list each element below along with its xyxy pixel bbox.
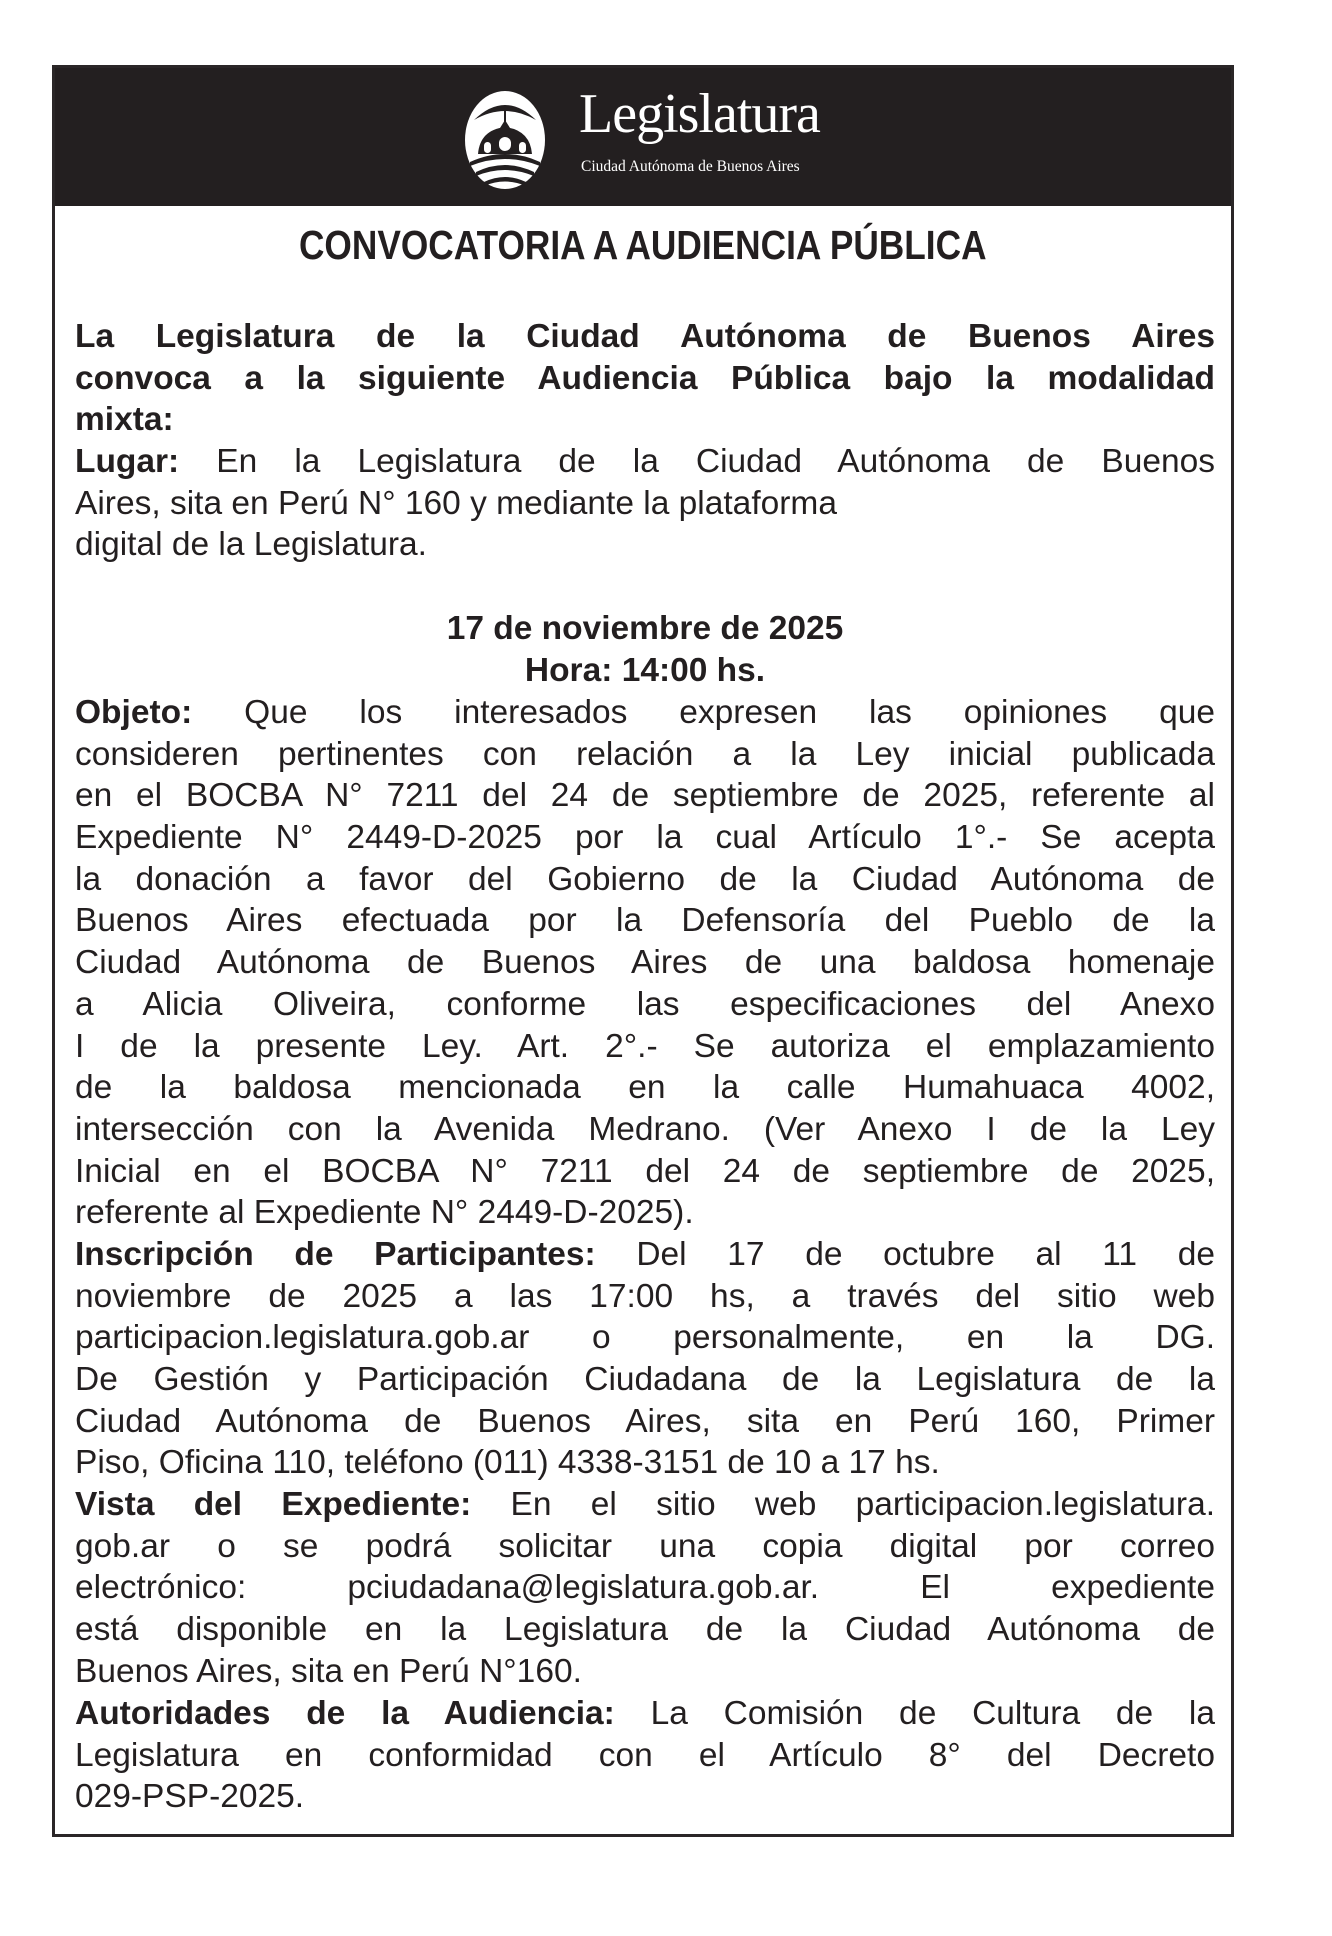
header-banner (55, 68, 1231, 206)
lugar-line: Aires, sita en Perú N° 160 y mediante la plataforma (75, 484, 837, 522)
objeto-line: Ciudad Autónoma de Buenos Aires de una baldosa homenaje (75, 944, 1215, 982)
autoridades-line (75, 1693, 1215, 1735)
notice-title: CONVOCATORIA A AUDIENCIA PÚBLICA (299, 222, 987, 268)
inscripcion-line: Ciudad Autónoma de Buenos Aires, sita en Perú 160, Primer (75, 1402, 1215, 1440)
intro-paragraph (75, 316, 1215, 441)
objeto-line: I de la presente Ley. Art. 2°.- Se autoriza el emplazamiento (75, 1027, 1215, 1065)
autoridades-line: Legislatura en conformidad con el Artículo 8° del Decreto (75, 1736, 1215, 1774)
autoridades-text: La Comisión de Cultura de la (614, 1695, 1215, 1732)
objeto-text: Que los interesados expresen las opiniones que (192, 694, 1215, 731)
objeto-line: la donación a favor del Gobierno de la Ciudad Autónoma de (75, 860, 1215, 898)
legislature-dome-icon (460, 90, 550, 190)
public-hearing-notice (52, 65, 1234, 1837)
inscripcion-line: noviembre de 2025 a las 17:00 hs, a través del sitio web (75, 1277, 1215, 1315)
vista-line: electrónico: pciudadana@legislatura.gob.ar. El expediente (75, 1569, 1215, 1607)
logo-title: Legislatura (579, 83, 820, 145)
vista-line: gob.ar o se podrá solicitar una copia digital por correo (75, 1527, 1215, 1565)
objeto-line: Inicial en el BOCBA N° 7211 del 24 de septiembre de 2025, (75, 1152, 1215, 1190)
lugar-line: digital de la Legislatura. (75, 526, 427, 564)
objeto-line: Buenos Aires efectuada por la Defensoría del Pueblo de la (75, 902, 1215, 940)
objeto-line: consideren pertinentes con relación a la Ley inicial publicada (75, 735, 1215, 773)
intro-line: mixta: (75, 401, 174, 439)
vista-line: Buenos Aires, sita en Perú N°160. (75, 1652, 582, 1690)
vista-line: está disponible en la Legislatura de la Ciudad Autónoma de (75, 1611, 1215, 1649)
inscripcion-text: Del 17 de octubre al 11 de (595, 1236, 1215, 1273)
objeto-section (75, 692, 1215, 1234)
autoridades-label: Autoridades de la Audiencia: (75, 1695, 615, 1732)
objeto-line: en el BOCBA N° 7211 del 24 de septiembre de 2025, referente al (75, 777, 1215, 815)
objeto-line (75, 692, 1215, 734)
inscripcion-section (75, 1234, 1215, 1484)
autoridades-line: 029-PSP-2025. (75, 1778, 305, 1816)
vista-line (75, 1484, 1215, 1526)
objeto-line: de la baldosa mencionada en la calle Humahuaca 4002, (75, 1069, 1215, 1107)
autoridades-section (75, 1693, 1215, 1818)
objeto-line: a Alicia Oliveira, conforme las especificaciones del Anexo (75, 985, 1215, 1023)
inscripcion-line: participacion.legislatura.gob.ar o personalmente, en la DG. (75, 1319, 1215, 1357)
intro-line: convoca a la siguiente Audiencia Pública bajo la modalidad (75, 359, 1215, 397)
lugar-line: En la Legislatura de la Ciudad Autónoma de Buenos (179, 443, 1215, 480)
objeto-line: referente al Expediente N° 2449-D-2025). (75, 1194, 694, 1232)
hearing-date: 17 de noviembre de 2025 (446, 610, 844, 647)
objeto-label: Objeto: (75, 694, 193, 731)
logo-subtitle: Ciudad Autónoma de Buenos Aires (581, 158, 800, 175)
lugar-section (75, 441, 1215, 566)
lugar-label: Lugar: (75, 443, 180, 480)
inscripcion-line: Piso, Oficina 110, teléfono (011) 4338-3151 de 10 a 17 hs. (75, 1444, 940, 1482)
objeto-line: intersección con la Avenida Medrano. (Ver Anexo I de la Ley (75, 1110, 1215, 1148)
hearing-time: Hora: 14:00 hs. (524, 651, 766, 689)
inscripcion-line (75, 1234, 1215, 1276)
schedule (75, 608, 1215, 691)
vista-text: En el sitio web participacion.legislatura. (471, 1486, 1216, 1523)
inscripcion-line: De Gestión y Participación Ciudadana de la Legislatura de la (75, 1361, 1215, 1399)
inscripcion-label: Inscripción de Participantes: (75, 1236, 596, 1273)
vista-section (75, 1484, 1215, 1692)
objeto-line: Expediente N° 2449-D-2025 por la cual Artículo 1°.- Se acepta (75, 819, 1215, 857)
vista-label: Vista del Expediente: (75, 1486, 472, 1523)
intro-line: La Legislatura de la Ciudad Autónoma de Buenos Aires (75, 318, 1215, 355)
